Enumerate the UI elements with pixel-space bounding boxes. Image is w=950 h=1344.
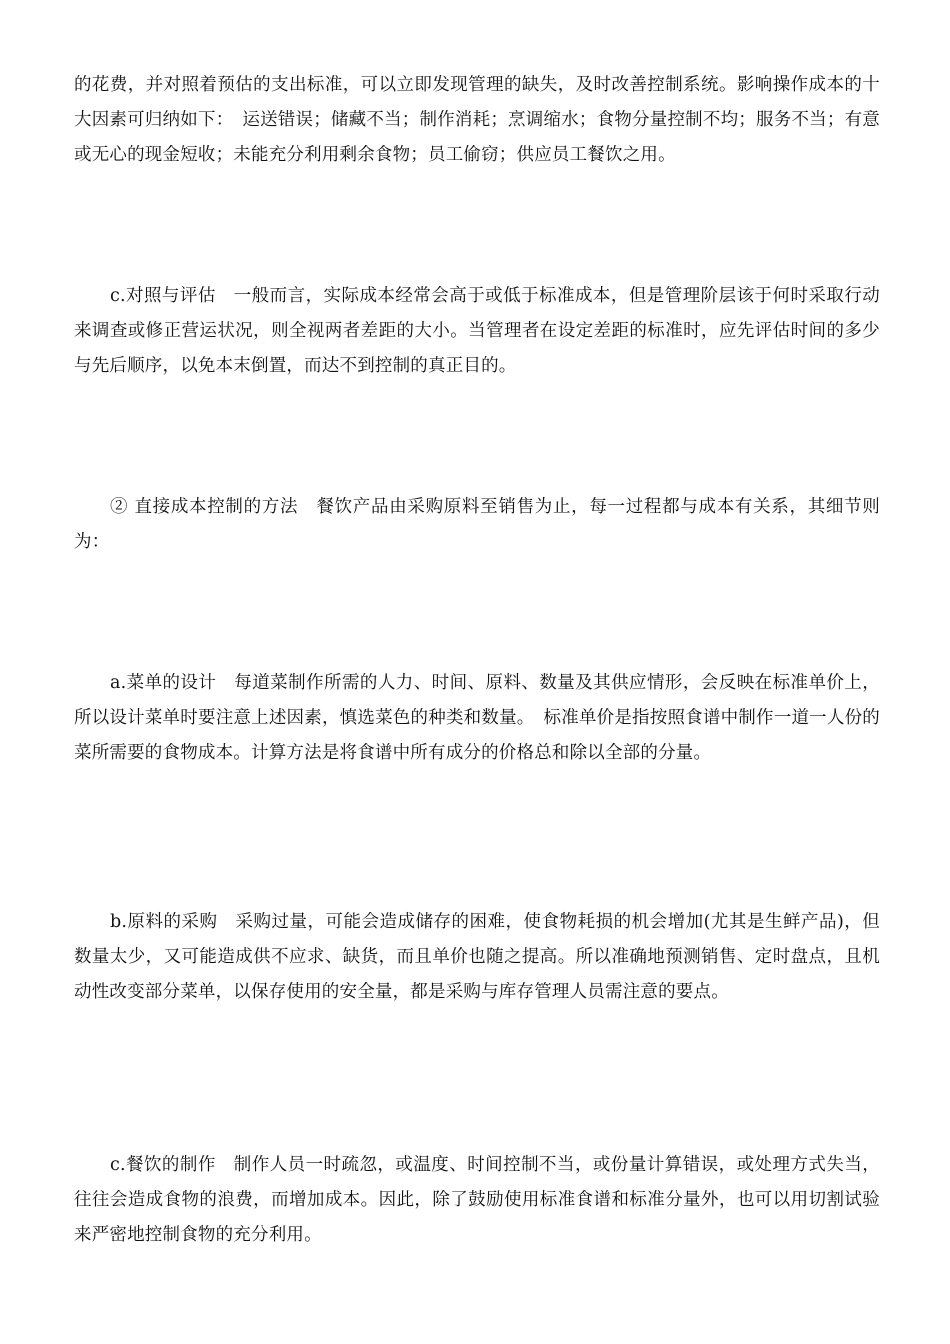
paragraph-comparison-evaluation: c.对照与评估 一般而言，实际成本经常会高于或低于标准成本，但是管理阶层该于何时采取行动来调查或修正营运状况，则全视两者差距的大小。当管理者在设定差距的标准时，应先评估时间的多少与先后顺序，以免本末倒置，而达不到控制的真正目的。 [74, 286, 880, 376]
paragraph-cost-factors: 的花费，并对照着预估的支出标准，可以立即发现管理的缺失，及时改善控制系统。影响操作成本的十大因素可归纳如下： 运送错误；储藏不当；制作消耗；烹调缩水；食物分量控制不均；服务不当；有意或无心的现金短收；未能充分利用剩余食物；员工偷窃；供应员工餐饮之用。 [74, 75, 880, 165]
paragraph-food-production: c.餐饮的制作 制作人员一时疏忽，或温度、时间控制不当，或份量计算错误，或处理方式失当，往往会造成食物的浪费，而增加成本。因此，除了鼓励使用标准食谱和标准分量外，也可以用切割试验来严密地控制食物的充分利用。 [74, 1155, 880, 1245]
paragraph-purchasing: b.原料的采购 采购过量，可能会造成储存的困难，使食物耗损的机会增加(尤其是生鲜产品)，但数量太少，又可能造成供不应求、缺货，而且单价也随之提高。所以准确地预测销售、定时盘点，且机动性改变部分菜单，以保存使用的安全量，都是采购与库存管理人员需注意的要点。 [74, 912, 880, 1002]
paragraph-direct-cost-control: ② 直接成本控制的方法 餐饮产品由采购原料至销售为止，每一过程都与成本有关系，其细节则为： [74, 497, 880, 552]
paragraph-menu-design: a.菜单的设计 每道菜制作所需的人力、时间、原料、数量及其供应情形，会反映在标准单价上，所以设计菜单时要注意上述因素，慎选菜色的种类和数量。 标准单价是指按照食谱中制作一道一人份的菜所需要的食物成本。计算方法是将食谱中所有成分的价格总和除以全部的分量。 [74, 673, 880, 763]
